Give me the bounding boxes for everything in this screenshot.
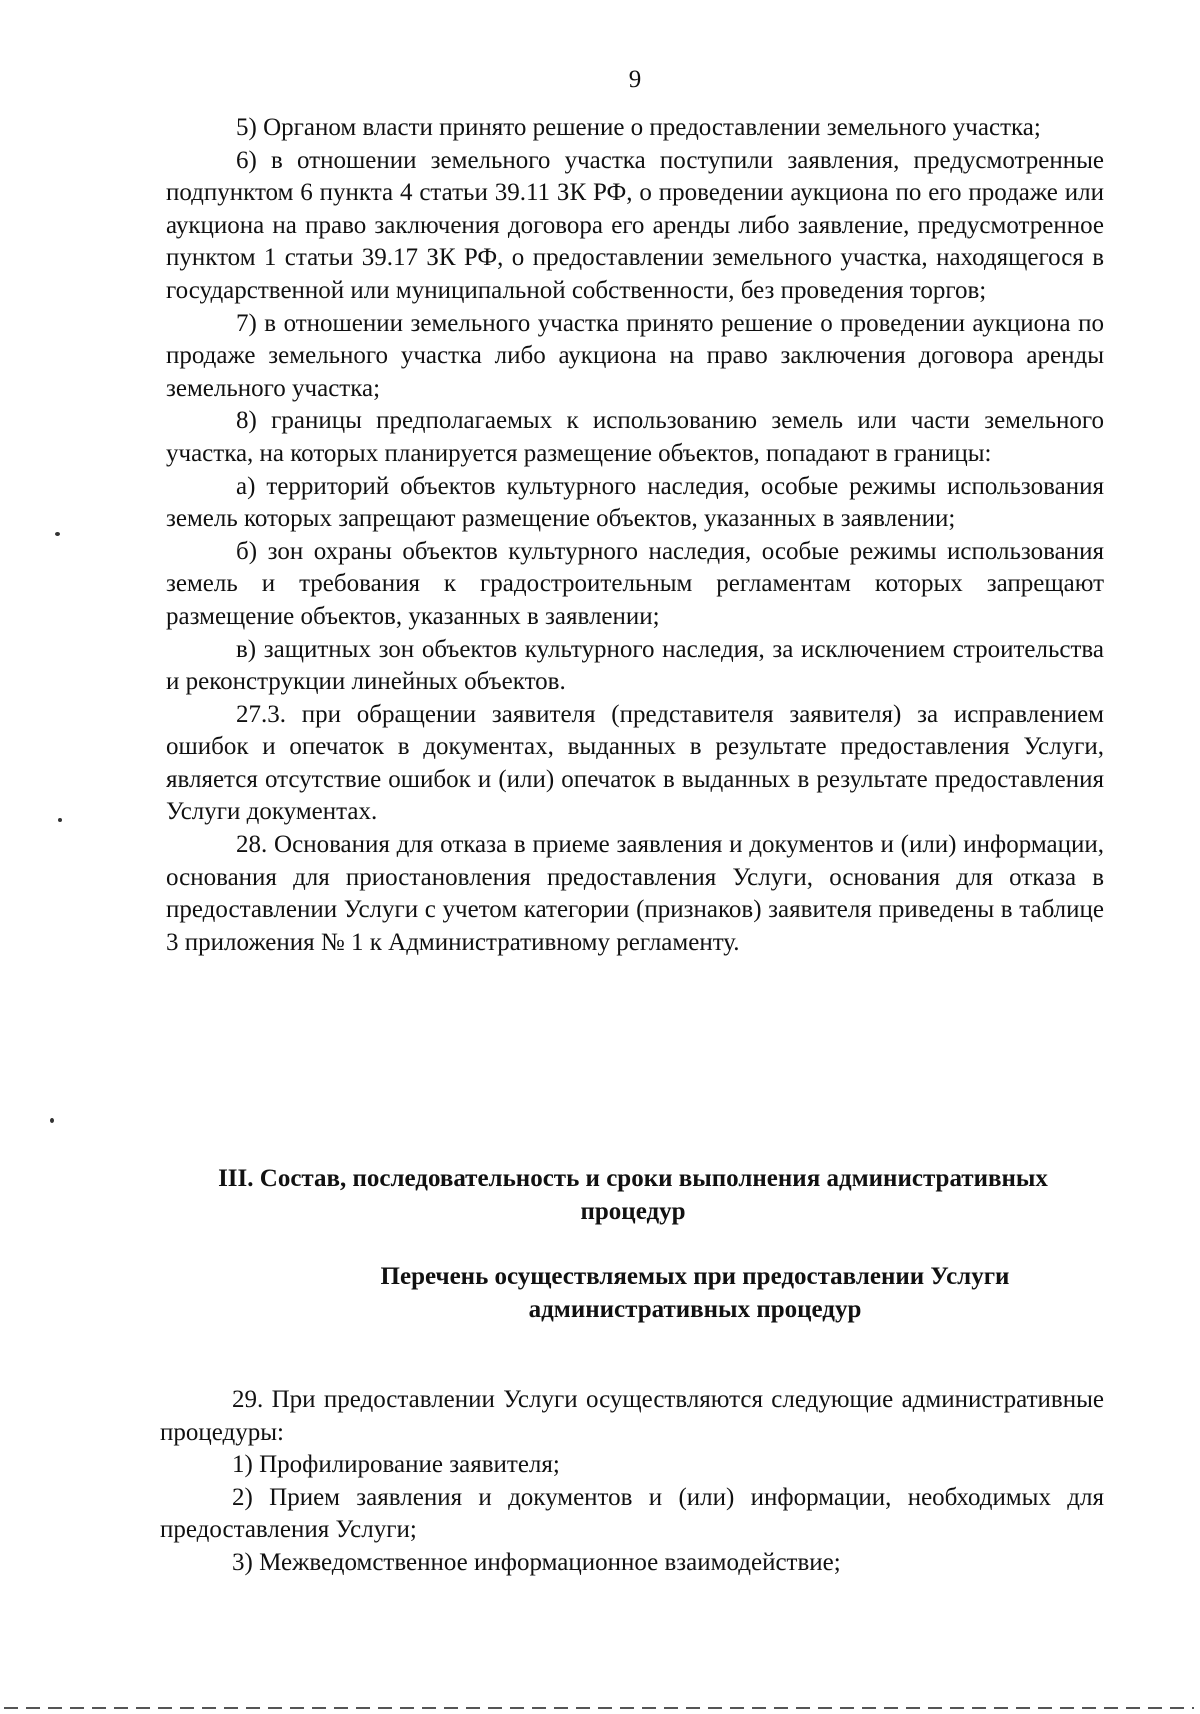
page-number: 9	[628, 66, 642, 93]
paragraph-8a: а) территорий объектов культурного наследия, особые режимы использования земель которых запрещают размещение объектов, указанных в заявлении;	[166, 472, 1104, 533]
scan-speck	[55, 532, 60, 536]
paragraph-6: 6) в отношении земельного участка поступили заявления, предусмотренные подпунктом 6 пункта 4 статьи 39.11 ЗК РФ, о проведении аукциона по его продаже или аукциона на право заключения договора его аренды либо заявление, предусмотренное пунктом 1 статьи 39.17 ЗК РФ, о предоставлении земельного участка, находящегося в государственной или муниципальной собственности, без проведения торгов;	[166, 146, 1104, 304]
paragraph-27-3: 27.3. при обращении заявителя (представителя заявителя) за исправлением ошибок и опечаток в документах, выданных в результате предоставления Услуги, является отсутствие ошибок и (или) опечаток в выданных в результате предоставления Услуги документах.	[166, 700, 1104, 826]
section-heading	[160, 1162, 1106, 1228]
scan-edge-line	[4, 1707, 1194, 1709]
subsection-heading	[300, 1260, 1090, 1326]
procedures-list	[160, 1384, 1104, 1580]
procedure-1: 1) Профилирование заявителя;	[232, 1451, 560, 1479]
scan-speck	[50, 1118, 54, 1123]
body-text	[166, 112, 1104, 959]
procedure-3: 3) Межведомственное информационное взаимодействие;	[232, 1548, 841, 1576]
section-heading-line2: процедур	[580, 1198, 686, 1225]
paragraph-8v: в) защитных зон объектов культурного наследия, за исключением строительства и реконструкции линейных объектов.	[166, 635, 1104, 696]
section-heading-line1: III. Состав, последовательность и сроки выполнения административных	[218, 1165, 1048, 1192]
paragraph-8: 8) границы предполагаемых к использованию земель или части земельного участка, на которых планируется размещение объектов, попадают в границы:	[166, 407, 1104, 467]
subsection-heading-line1: Перечень осуществляемых при предоставлении Услуги	[380, 1263, 1010, 1290]
paragraph-28: 28. Основания для отказа в приеме заявления и документов и (или) информации, основания для приостановления предоставления Услуги, основания для отказа в предоставлении Услуги с учетом категории (признаков) заявителя приведены в таблице 3 приложения № 1 к Административному регламенту.	[166, 831, 1104, 956]
paragraph-29: 29. При предоставлении Услуги осуществляются следующие административные процедуры:	[160, 1386, 1104, 1446]
subsection-heading-line2: административных процедур	[528, 1296, 862, 1323]
procedure-2: 2) Прием заявления и документов и (или) информации, необходимых для предоставления Услуги;	[160, 1483, 1104, 1544]
paragraph-8b: б) зон охраны объектов культурного наследия, особые режимы использования земель и требования к градостроительным регламентам которых запрещают размещение объектов, указанных в заявлении;	[166, 537, 1104, 630]
paragraph-7: 7) в отношении земельного участка принято решение о проведении аукциона по продаже земельного участка либо аукциона на право заключения договора аренды земельного участка;	[166, 309, 1104, 402]
paragraph-5: 5) Органом власти принято решение о предоставлении земельного участка;	[236, 114, 1041, 141]
scan-speck	[58, 818, 62, 822]
